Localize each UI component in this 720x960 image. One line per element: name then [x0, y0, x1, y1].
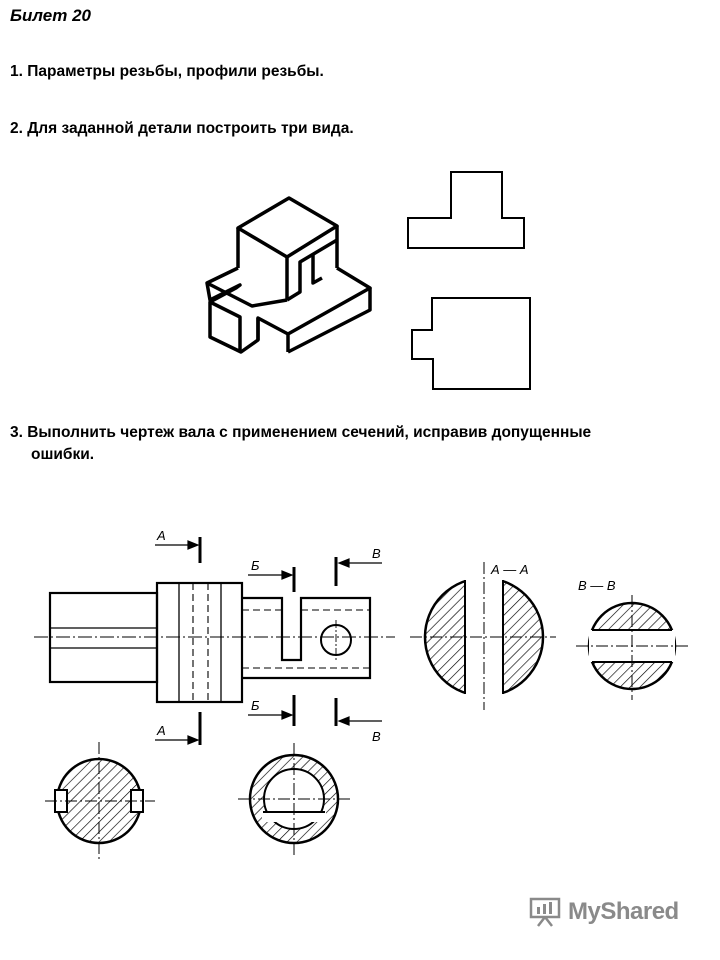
question-3-line-1: 3. Выполнить чертеж вала с применением сечений, исправив допущенные [10, 424, 592, 441]
label-v-top: В [372, 546, 381, 561]
label-a-top: А [157, 528, 166, 543]
section-vv-label: В — В [578, 578, 616, 593]
question-1: 1. Параметры резьбы, профили резьбы. [10, 63, 324, 80]
section-aa-drawing [410, 562, 556, 710]
front-view-outline [408, 172, 524, 248]
question-2: 2. Для заданной детали построить три вида. [10, 120, 354, 137]
watermark-logo [528, 897, 679, 927]
section-arrows [155, 541, 382, 744]
presentation-icon [528, 897, 562, 927]
section-aa-label: А — А [491, 562, 529, 577]
question-3-line-2: ошибки. [31, 446, 95, 463]
isometric-part-drawing [207, 198, 370, 352]
shaft-drawing [34, 537, 395, 745]
ticket-title: Билет 20 [10, 6, 91, 25]
label-b-top: Б [251, 558, 260, 573]
label-a-bottom: А [157, 723, 166, 738]
side-view-outline [412, 298, 530, 389]
section-bottom-left [45, 742, 155, 860]
label-b-bottom: Б [251, 698, 260, 713]
watermark-text: MyShared [568, 898, 679, 925]
label-v-bottom: В [372, 729, 381, 744]
section-vv-drawing [576, 595, 690, 700]
section-bottom-middle [238, 743, 352, 858]
